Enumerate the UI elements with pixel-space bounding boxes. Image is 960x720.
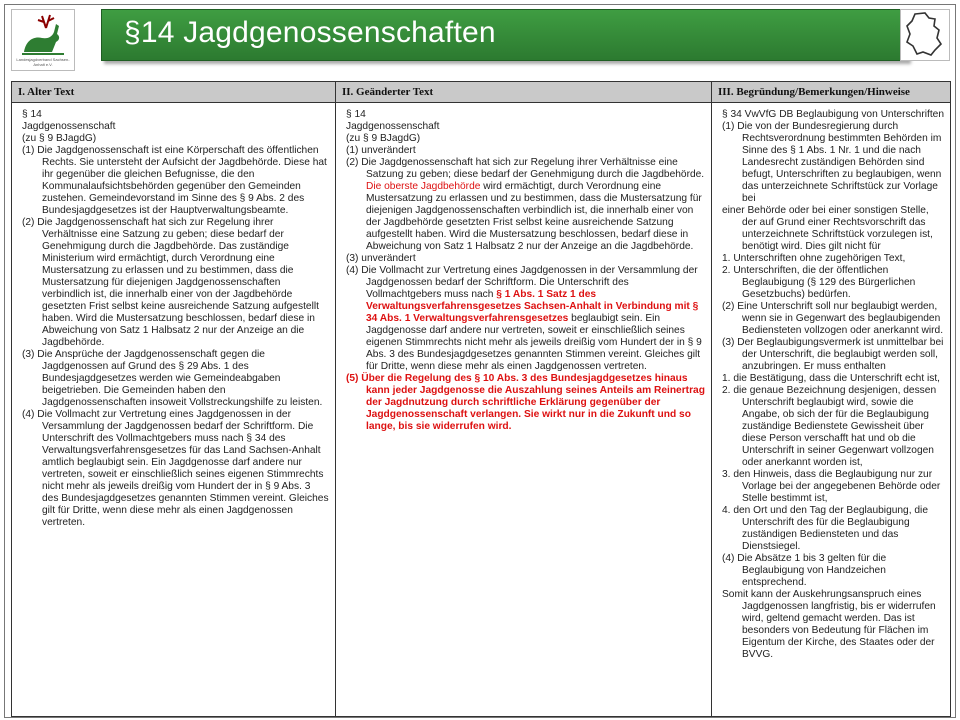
paragraph: § 14: [346, 109, 366, 120]
column-header-reasoning: III. Begründung/Bemerkungen/Hinweise: [718, 86, 910, 98]
paragraph-4: [346, 265, 705, 373]
logo: [11, 9, 75, 71]
column-header-changed-text: II. Geänderter Text: [336, 82, 712, 102]
highlighted-change: § 1 Abs. 1 Satz 1 des Verwaltungsverfahrensgesetzes Sachsen-Anhalt in Verbindung mit § 34 Abs. 1 Verwaltungsverfahrensgesetzes: [366, 289, 699, 324]
paragraph: 2. Unterschriften, die der öffentlichen Beglaubigung (§ 129 des Bürgerlichen Gesetzbuchs) bedürfen.: [722, 265, 916, 300]
paragraph: (4) Die Vollmacht zur Vertretung eines Jagdgenossen in der Versammlung der Jagdgenossen bedarf der Schriftform. Die Unterschrift des Vollmachtgebers muss nach § 34 des Verwaltungsverfahrensgesetzes für das Land Sachsen-Anhalt amtlich beglaubigt sein. Ein Jagdgenosse darf andere nur vertreten, soweit er einschließlich seines eigenen Stimmrechts nicht mehr als jeweils dreißig vom Hundert der in § 9 Abs. 3 des Bundesjagdgesetzes genannten Stimmen vereint. Gleiches gilt für Dritte, wenn diese mehr als einen Jagdgenossen vertreten.: [22, 409, 329, 528]
table-body-row: [12, 103, 950, 716]
highlighted-change: Die oberste Jagdbehörde: [366, 181, 481, 192]
paragraph: (3) unverändert: [346, 253, 416, 264]
deer-logo-icon: [16, 12, 70, 58]
text: beglaubigt sein. Ein Jagdgenosse darf andere nur vertreten, soweit er einschließlich seines eigenen Stimmrechts nicht mehr als jeweils dreißig vom Hundert der in § 9 Abs. 3 des Bundesjagdgesetzes genannten Stimmen vereint. Gleiches gilt für Dritte, wenn diese mehr als einen Jagdgenossen vertreten.: [366, 313, 702, 372]
column-header-old-text: I. Alter Text: [12, 82, 336, 102]
text: (4) Die Vollmacht zur Vertretung eines Jagdgenossen in der Versammlung der Jagdgenossen bedarf der Schriftform. Die Unterschrift des Vollmachtgebers muss nach: [346, 265, 698, 300]
paragraph: (2) Eine Unterschrift soll nur beglaubigt werden, wenn sie in Gegenwart des beglaubigenden Bediensteten vollzogen oder anerkannt wird.: [722, 301, 944, 336]
text: (2) Die Jagdgenossenschaft hat sich zur Regelung ihrer Verhältnisse eine Satzung zu geben; diese bedarf der Genehmigung durch die Jagdbehörde.: [346, 157, 705, 180]
paragraph-5-new: (5) Über die Regelung des § 10 Abs. 3 des Bundesjagdgesetzes hinaus kann jeder Jagdgenosse die Auszahlung seines Anteils am Reinertrag der Jagdnutzung durch schriftliche Erklärung gegenüber der Jagdgenossenschaft verlangen. Sie wirkt nur in die Zukunft und so lange, bis sie widerrufen wird.: [346, 373, 705, 432]
paragraph: 4. den Ort und den Tag der Beglaubigung, die Unterschrift des für die Beglaubigung zuständigen Bediensteten und das Dienstsiegel.: [722, 505, 928, 552]
paragraph: einer Behörde oder bei einer sonstigen Stelle, der auf Grund einer Rechtsvorschrift das unterzeichnete Schriftstück vorzulegen ist, benötigt wird. Dies gilt nicht für: [722, 205, 933, 252]
table-header-row: [12, 82, 950, 103]
paragraph: (3) Die Ansprüche der Jagdgenossenschaft gegen die Jagdgenossen auf Grund des § 29 Abs. 1 des Bundesjagdgesetzes werden wie Gemeindeabgaben beigetrieben. Die Gemeinden haben den Jagdgenossenschaften insoweit Vollstreckungshilfe zu leisten.: [22, 349, 323, 408]
paragraph: Jagdgenossenschaft: [346, 121, 440, 132]
paragraph: (1) Die von der Bundesregierung durch Rechtsverordnung bestimmten Behörden im Sinne des § 1 Abs. 1 Nr. 1 und die nach Landesrecht zuständigen Behörden sind befugt, Unterschriften zu beglaubigen, wenn das unterzeichnete Schriftstück zur Vorlage bei: [722, 121, 942, 204]
page-title: §14 Jagdgenossenschaften: [124, 16, 496, 49]
paragraph-2: [346, 157, 705, 253]
paragraph: 3. den Hinweis, dass die Beglaubigung nur zur Vorlage bei der angegebenen Behörde oder Stelle bestimmt ist,: [722, 469, 941, 504]
paragraph: Somit kann der Auskehrungsanspruch eines Jagdgenossen langfristig, bis er widerrufen wird, geltend gemacht werden. Das ist besonders von Bedeutung für Flächen im Eigentum der Kirche, des Staates oder der BVVG.: [722, 589, 936, 660]
title-bar: [101, 9, 908, 61]
paragraph: (zu § 9 BJagdG): [346, 133, 421, 144]
state-map: [900, 9, 950, 61]
cell-reasoning: [712, 103, 950, 716]
sachsen-anhalt-map-icon: [901, 10, 947, 58]
paragraph: (zu § 9 BJagdG): [22, 133, 97, 144]
paragraph: § 14: [22, 109, 42, 120]
slide: [4, 4, 956, 718]
paragraph: 1. Unterschriften ohne zugehörigen Text,: [722, 253, 906, 264]
paragraph: 1. die Bestätigung, dass die Unterschrift echt ist,: [722, 373, 941, 384]
paragraph: (3) Der Beglaubigungsvermerk ist unmittelbar bei der Unterschrift, die beglaubigt werden soll, anzubringen. Er muss enthalten: [722, 337, 944, 372]
logo-caption: Landesjagdverband Sachsen-Anhalt e.V.: [16, 57, 70, 67]
paragraph: (2) Die Jagdgenossenschaft hat sich zur Regelung ihrer Verhältnisse eine Satzung zu geben; diese bedarf der Genehmigung durch die Jagdbehörde. Das zuständige Ministerium wird ermächtigt, durch Verordnung eine Mustersatzung zu erlassen und zu bestimmen, dass die Mustersatzung für diejenigen Jagdgenossenschaften verbindlich ist, die innerhalb einer von der Jagdbehörde gesetzten Frist selbst keine ausreichende Satzung aufgestellt haben. Wird die Mustersatzung beschlossen, bedarf diese in Abweichung von Satz 1 Halbsatz 2 nur der Anzeige an die Jagdbehörde.: [22, 217, 319, 348]
paragraph: (1) unverändert: [346, 145, 416, 156]
paragraph: (4) Die Absätze 1 bis 3 gelten für die Beglaubigung von Handzeichen entsprechend.: [722, 553, 887, 588]
cell-old-text: [12, 103, 336, 716]
header: [5, 5, 955, 73]
paragraph: 2. die genaue Bezeichnung desjenigen, dessen Unterschrift beglaubigt wird, sowie die Angabe, ob sich der für die Beglaubigung zuständige Bedienstete Gewissheit über diese Person verschafft hat und ob die Unterschrift in seiner Gegenwart vollzogen oder anerkannt worden ist,: [722, 385, 937, 468]
text: wird ermächtigt, durch Verordnung eine Mustersatzung zu erlassen und zu bestimmen, dass die Mustersatzung für diejenigen Jagdgenossenschaften verbindlich ist, die innerhalb einer von der Jagdbehörde gesetzten Frist selbst keine ausreichende Satzung aufgestellt haben. Wird die Mustersatzung beschlossen, bedarf diese in Abweichung von Satz 1 Halbsatz 2 nur der Anzeige an die Jagdbehörde.: [366, 181, 702, 252]
paragraph: Jagdgenossenschaft: [22, 121, 116, 132]
comparison-table: [11, 81, 951, 717]
paragraph: (1) Die Jagdgenossenschaft ist eine Körperschaft des öffentlichen Rechts. Sie untersteht der Aufsicht der Jagdbehörde. Diese hat ihr gegenüber die gleichen Befugnisse, die den Kommunalaufsichtsbehörden gegenüber den Gemeinden zustehen. Gemeindevorstand im Sinne des § 9 Abs. 2 des Bundesjagdgesetzes ist der Hauptverwaltungsbeamte.: [22, 145, 327, 216]
paragraph: § 34 VwVfG DB Beglaubigung von Unterschriften: [722, 109, 944, 120]
cell-changed-text: [336, 103, 712, 716]
